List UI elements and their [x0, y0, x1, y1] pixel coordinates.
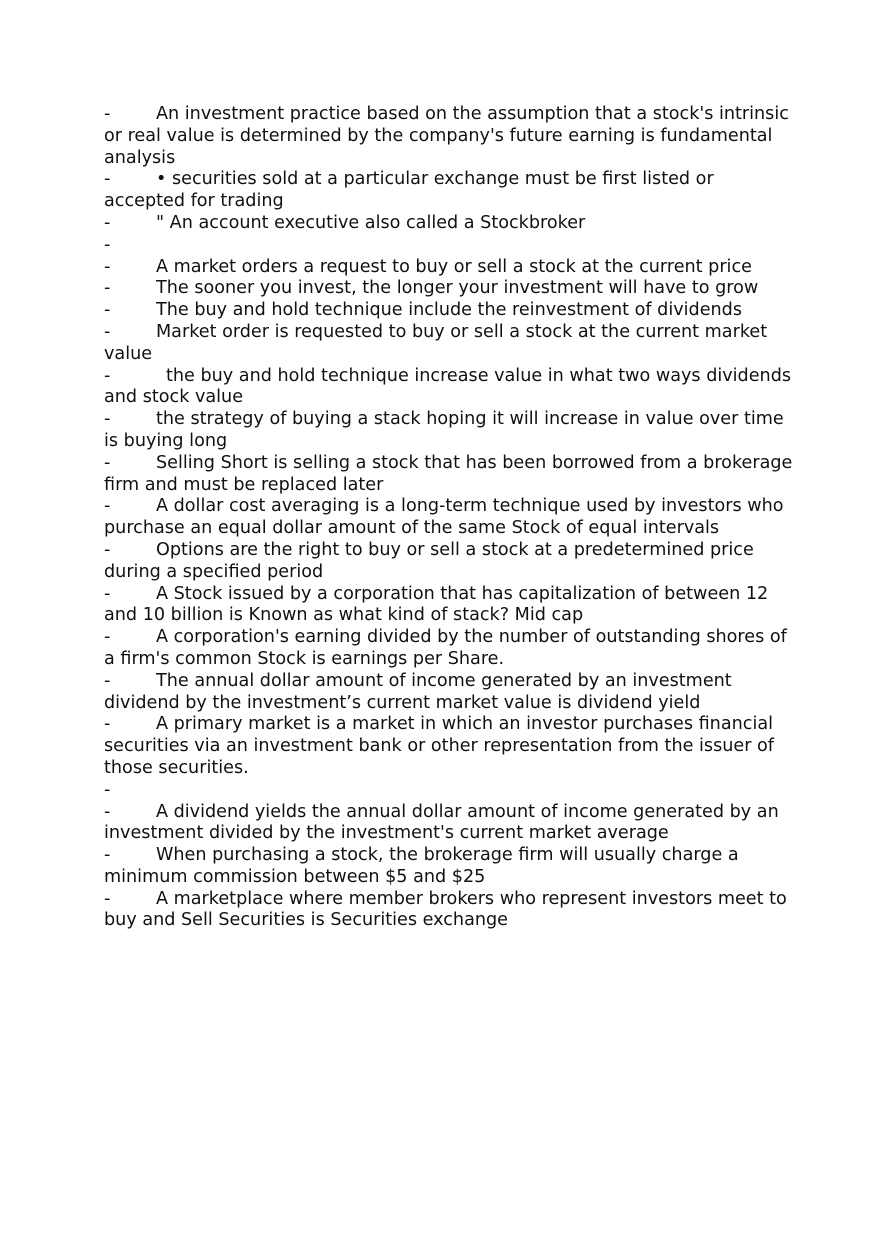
- bullet-dash: -: [104, 496, 111, 517]
- list-item: [104, 496, 794, 540]
- list-item: [104, 169, 794, 213]
- item-text: The sooner you invest, the longer your investment will have to grow: [156, 278, 759, 299]
- list-item: [104, 802, 794, 846]
- list-item: [104, 257, 794, 279]
- bullet-dash: -: [104, 409, 111, 430]
- bullet-dash: -: [104, 627, 111, 648]
- bullet-dash: -: [104, 452, 111, 473]
- bullet-dash: -: [104, 321, 111, 342]
- bullet-dash: -: [104, 300, 111, 321]
- bullet-dash: -: [104, 539, 111, 560]
- list-item: [104, 366, 794, 410]
- list-item-empty: [104, 235, 794, 257]
- bullet-dash: -: [104, 845, 111, 866]
- bullet-dash: -: [104, 104, 111, 124]
- item-text: When purchasing a stock, the brokerage firm will usually charge a minimum commission between $5 and $25: [104, 845, 739, 887]
- list-item: [104, 714, 794, 779]
- item-text: the strategy of buying a stack hoping it will increase in value over time is buying long: [104, 409, 784, 451]
- list-item: [104, 278, 794, 300]
- list-item: [104, 300, 794, 322]
- item-text: An investment practice based on the assumption that a stock's intrinsic or real value is determined by the company's future earning is fundamental analysis: [104, 104, 789, 168]
- item-text: The annual dollar amount of income generated by an investment dividend by the investment’s current market value is dividend yield: [104, 670, 732, 713]
- item-text: A dividend yields the annual dollar amount of income generated by an investment divided by the investment's current market average: [104, 801, 779, 844]
- item-text: A market orders a request to buy or sell a stock at the current price: [156, 256, 752, 277]
- item-text: A corporation's earning divided by the number of outstanding shores of a firm's common Stock is earnings per Share.: [104, 627, 787, 669]
- document-page: [104, 104, 794, 932]
- bullet-dash: -: [104, 583, 111, 604]
- list-item-empty: [104, 780, 794, 802]
- item-text: Selling Short is selling a stock that has been borrowed from a brokerage firm and must be replaced later: [104, 452, 793, 495]
- list-item: [104, 540, 794, 584]
- bullet-dash: -: [104, 888, 111, 909]
- list-item: [104, 627, 794, 671]
- bullet-dash: -: [104, 714, 111, 735]
- bullet-dash: -: [104, 365, 111, 386]
- bullet-dash: -: [104, 278, 111, 299]
- list-item: [104, 584, 794, 628]
- bullet-dash: -: [104, 212, 111, 233]
- bullet-dash: -: [104, 256, 111, 277]
- item-text: A marketplace where member brokers who represent investors meet to buy and Sell Securities is Securities exchange: [104, 888, 787, 931]
- item-text: The buy and hold technique include the reinvestment of dividends: [156, 300, 743, 321]
- item-text: • securities sold at a particular exchange must be first listed or accepted for trading: [104, 169, 714, 212]
- item-text: A primary market is a market in which an investor purchases financial securities via an investment bank or other representation from the issuer of those securities.: [104, 714, 774, 778]
- bullet-dash: -: [104, 234, 111, 255]
- list-item: [104, 322, 794, 366]
- list-item: [104, 453, 794, 497]
- list-item: [104, 889, 794, 933]
- list-item: [104, 671, 794, 715]
- item-text: the buy and hold technique increase value in what two ways dividends and stock value: [104, 365, 792, 408]
- item-text: A Stock issued by a corporation that has capitalization of between 12 and 10 billion is Known as what kind of stack? Mid cap: [104, 583, 769, 626]
- bullet-dash: -: [104, 801, 111, 822]
- list-item: [104, 409, 794, 453]
- bullet-dash: -: [104, 670, 111, 691]
- item-text: " An account executive also called a Stockbroker: [156, 212, 586, 233]
- item-text: Market order is requested to buy or sell a stock at the current market value: [104, 321, 768, 364]
- list-item: [104, 104, 794, 169]
- item-text: A dollar cost averaging is a long-term technique used by investors who purchase an equal dollar amount of the same Stock of equal intervals: [104, 496, 784, 539]
- bullet-dash: -: [104, 779, 111, 800]
- item-text: Options are the right to buy or sell a stock at a predetermined price during a specified period: [104, 539, 754, 582]
- list-item: [104, 845, 794, 889]
- bullet-dash: -: [104, 169, 111, 190]
- list-item: [104, 213, 794, 235]
